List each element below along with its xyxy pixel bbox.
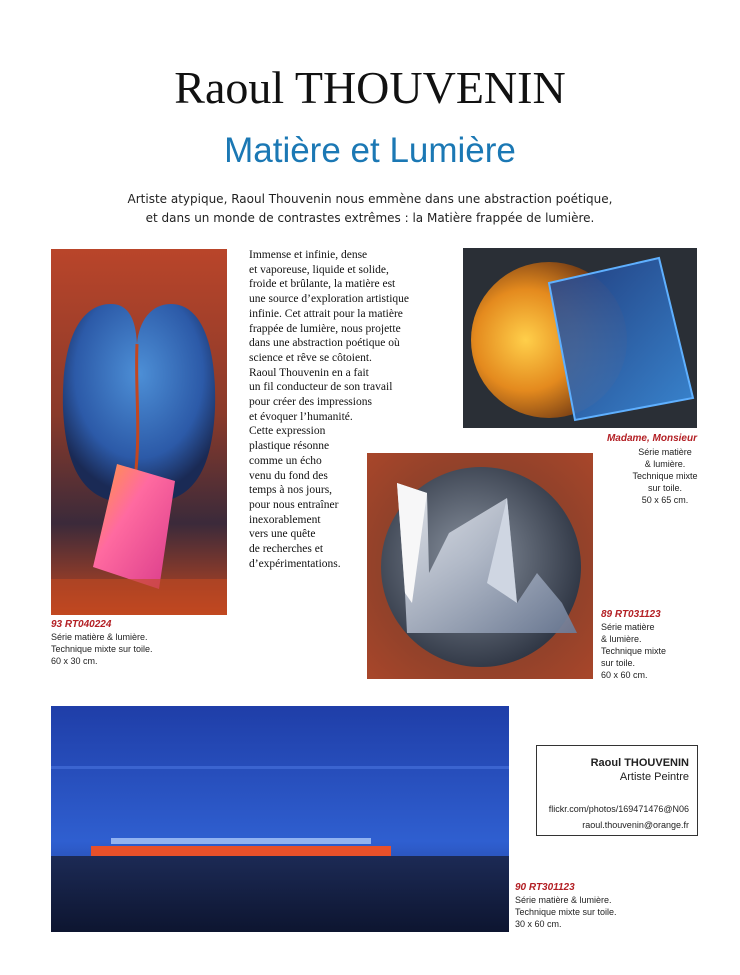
caption-painting-4 xyxy=(515,881,617,930)
caption-line: Technique mixte xyxy=(601,646,667,656)
body-line: Immense et infinie, dense xyxy=(249,249,368,261)
caption-line: & lumière. xyxy=(644,459,686,469)
contact-role: Artiste Peintre xyxy=(619,771,689,783)
body-line: Cette expression xyxy=(249,425,326,438)
painting-93-rt040224 xyxy=(51,249,227,615)
body-line: inexorablement xyxy=(249,513,321,526)
caption-painting-1 xyxy=(51,618,153,667)
body-line: dans une abstraction poétique où xyxy=(249,337,400,350)
caption-painting-3 xyxy=(601,608,666,681)
caption-line: Série matière xyxy=(638,447,692,457)
caption-line: 50 x 65 cm. xyxy=(641,495,689,505)
caption-line: sur toile. xyxy=(647,483,682,493)
caption-line: & lumière. xyxy=(601,634,642,644)
caption-line: 60 x 60 cm. xyxy=(601,670,648,680)
caption-line: Technique mixte xyxy=(632,471,698,481)
artwork-reference: 93 RT040224 xyxy=(51,619,112,630)
body-line: venu du fond des xyxy=(249,469,328,482)
contact-flickr-link[interactable]: flickr.com/photos/169471476@N06 xyxy=(548,804,689,814)
body-line: frappée de lumière, nous projette xyxy=(249,322,401,335)
body-line: froide et brûlante, la matière est xyxy=(249,278,396,291)
painting-89-rt031123 xyxy=(367,453,593,679)
caption-painting-2-details xyxy=(620,446,710,506)
caption-line: Série matière & lumière. xyxy=(515,895,612,905)
painting-madame-monsieur xyxy=(463,248,697,428)
body-line: pour créer des impressions xyxy=(249,396,372,409)
body-line: un fil conducteur de son travail xyxy=(249,381,393,394)
body-line: pour nous entraîner xyxy=(249,498,339,511)
intro-text xyxy=(60,190,680,228)
body-line: une source d’exploration artistique xyxy=(249,293,409,306)
contact-name: Raoul THOUVENIN xyxy=(590,757,689,769)
artwork-reference: 89 RT031123 xyxy=(601,609,661,620)
body-line: d’expérimentations. xyxy=(249,557,341,570)
body-line: comme un écho xyxy=(249,454,322,467)
caption-line: Série matière xyxy=(601,622,655,632)
body-line: de recherches et xyxy=(249,543,324,556)
body-line: vers une quête xyxy=(249,528,316,541)
contact-email-link[interactable]: raoul.thouvenin@orange.fr xyxy=(582,820,689,830)
intro-line: Artiste atypique, Raoul Thouvenin nous emmène dans une abstraction poétique, xyxy=(127,192,613,206)
body-line: temps à nos jours, xyxy=(249,484,333,497)
caption-line: Série matière & lumière. xyxy=(51,632,148,642)
caption-line: Technique mixte sur toile. xyxy=(51,644,153,654)
artwork-reference: Madame, Monsieur xyxy=(606,433,697,444)
artwork-reference: 90 RT301123 xyxy=(515,882,575,893)
body-line: science et rêve se côtoient. xyxy=(249,351,372,364)
caption-line: Technique mixte sur toile. xyxy=(515,907,617,917)
body-line: plastique résonne xyxy=(249,440,330,453)
body-line: infinie. Cet attrait pour la matière xyxy=(249,307,403,320)
caption-line: sur toile. xyxy=(601,658,636,668)
body-line: et évoquer l’humanité. xyxy=(249,410,353,423)
intro-line: et dans un monde de contrastes extrêmes : la Matière frappée de lumière. xyxy=(145,211,595,225)
body-line: Raoul Thouvenin en a fait xyxy=(249,366,369,379)
page-subtitle: Matière et Lumière xyxy=(224,131,516,170)
caption-line: 60 x 30 cm. xyxy=(51,656,98,666)
painting-90-rt301123 xyxy=(51,706,509,932)
page-title: Raoul THOUVENIN xyxy=(174,62,566,113)
caption-painting-2 xyxy=(560,432,697,445)
caption-line: 30 x 60 cm. xyxy=(515,919,562,929)
contact-box xyxy=(536,745,698,836)
body-line: et vaporeuse, liquide et solide, xyxy=(249,263,389,276)
